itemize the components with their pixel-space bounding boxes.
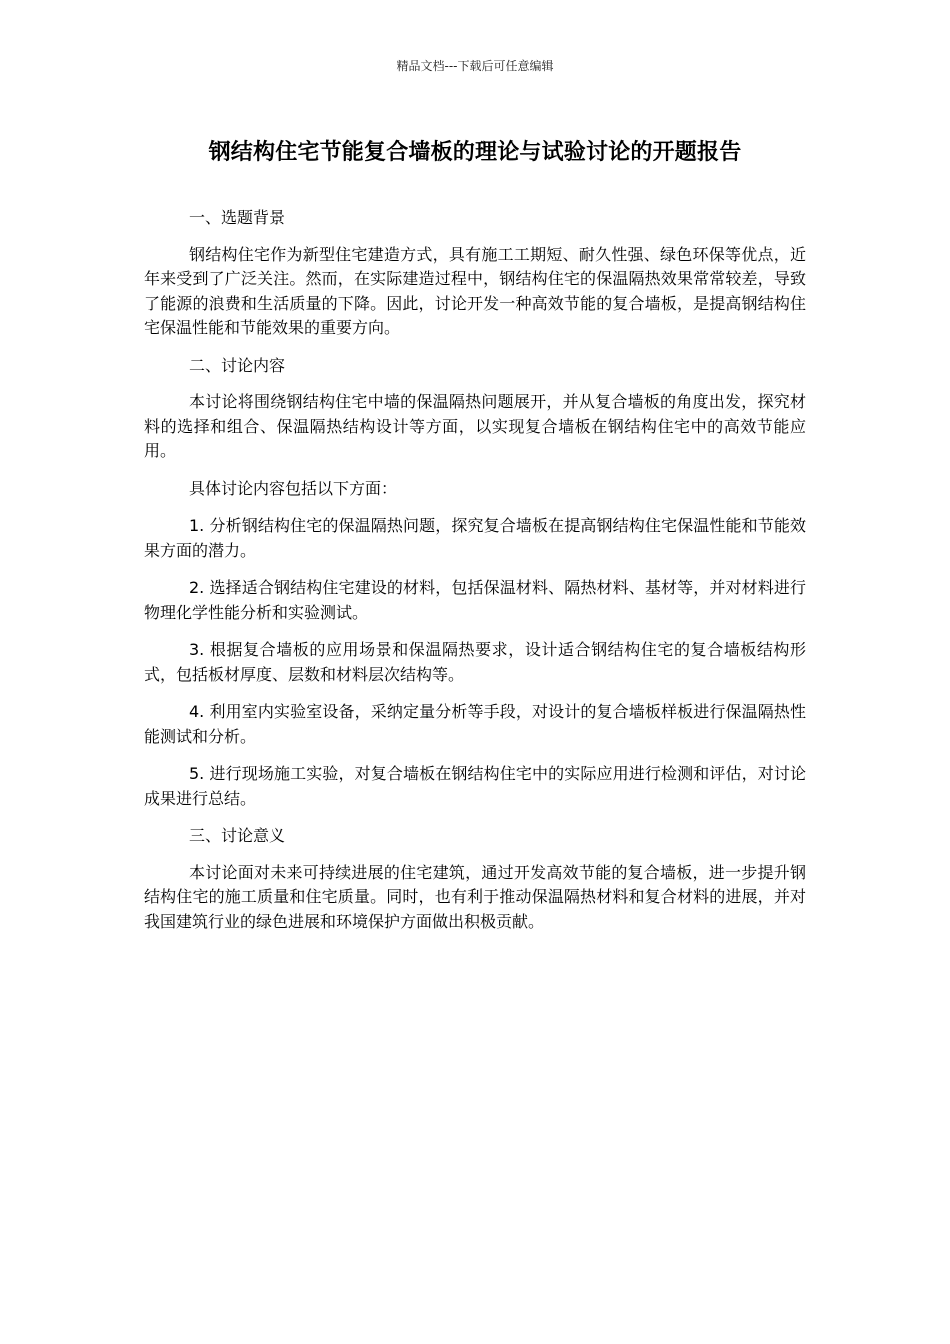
section-heading-background: 一、选题背景 — [189, 208, 286, 227]
list-item-5: 5. 进行现场施工实验，对复合墙板在钢结构住宅中的实际应用进行检测和评估，对讨论成果进行总结。 — [144, 764, 806, 808]
paragraph-content-intro: 本讨论将围绕钢结构住宅中墙的保温隔热问题展开，并从复合墙板的角度出发，探究材料的选择和组合、保温隔热结构设计等方面，以实现复合墙板在钢结构住宅中的高效节能应用。 — [144, 392, 806, 460]
page-header: 精品文档---下载后可任意编辑 — [396, 59, 554, 73]
paragraph-significance: 本讨论面对未来可持续进展的住宅建筑，通过开发高效节能的复合墙板，进一步提升钢结构住宅的施工质量和住宅质量。同时，也有利于推动保温隔热材料和复合材料的进展，并对我国建筑行业的绿色进展和环境保护方面做出积极贡献。 — [144, 862, 806, 931]
list-item-4: 4. 利用室内实验室设备，采纳定量分析等手段，对设计的复合墙板样板进行保温隔热性能测试和分析。 — [144, 702, 806, 746]
list-item-2: 2. 选择适合钢结构住宅建设的材料，包括保温材料、隔热材料、基材等，并对材料进行物理化学性能分析和实验测试。 — [144, 578, 806, 622]
paragraph-content-lead: 具体讨论内容包括以下方面： — [189, 478, 398, 498]
list-item-3: 3. 根据复合墙板的应用场景和保温隔热要求，设计适合钢结构住宅的复合墙板结构形式，包括板材厚度、层数和材料层次结构等。 — [144, 640, 806, 684]
section-heading-significance: 三、讨论意义 — [189, 826, 286, 845]
list-item-1: 1. 分析钢结构住宅的保温隔热问题，探究复合墙板在提高钢结构住宅保温性能和节能效果方面的潜力。 — [144, 516, 806, 560]
document-title: 钢结构住宅节能复合墙板的理论与试验讨论的开题报告 — [208, 140, 742, 165]
section-heading-content: 二、讨论内容 — [189, 355, 286, 375]
paragraph-background: 钢结构住宅作为新型住宅建造方式，具有施工工期短、耐久性强、绿色环保等优点，近年来受到了广泛关注。然而，在实际建造过程中，钢结构住宅的保温隔热效果常常较差，导致了能源的浪费和生活质量的下降。因此，讨论开发一种高效节能的复合墙板，是提高钢结构住宅保温性能和节能效果的重要方向。 — [144, 244, 806, 337]
document-body — [144, 206, 806, 947]
